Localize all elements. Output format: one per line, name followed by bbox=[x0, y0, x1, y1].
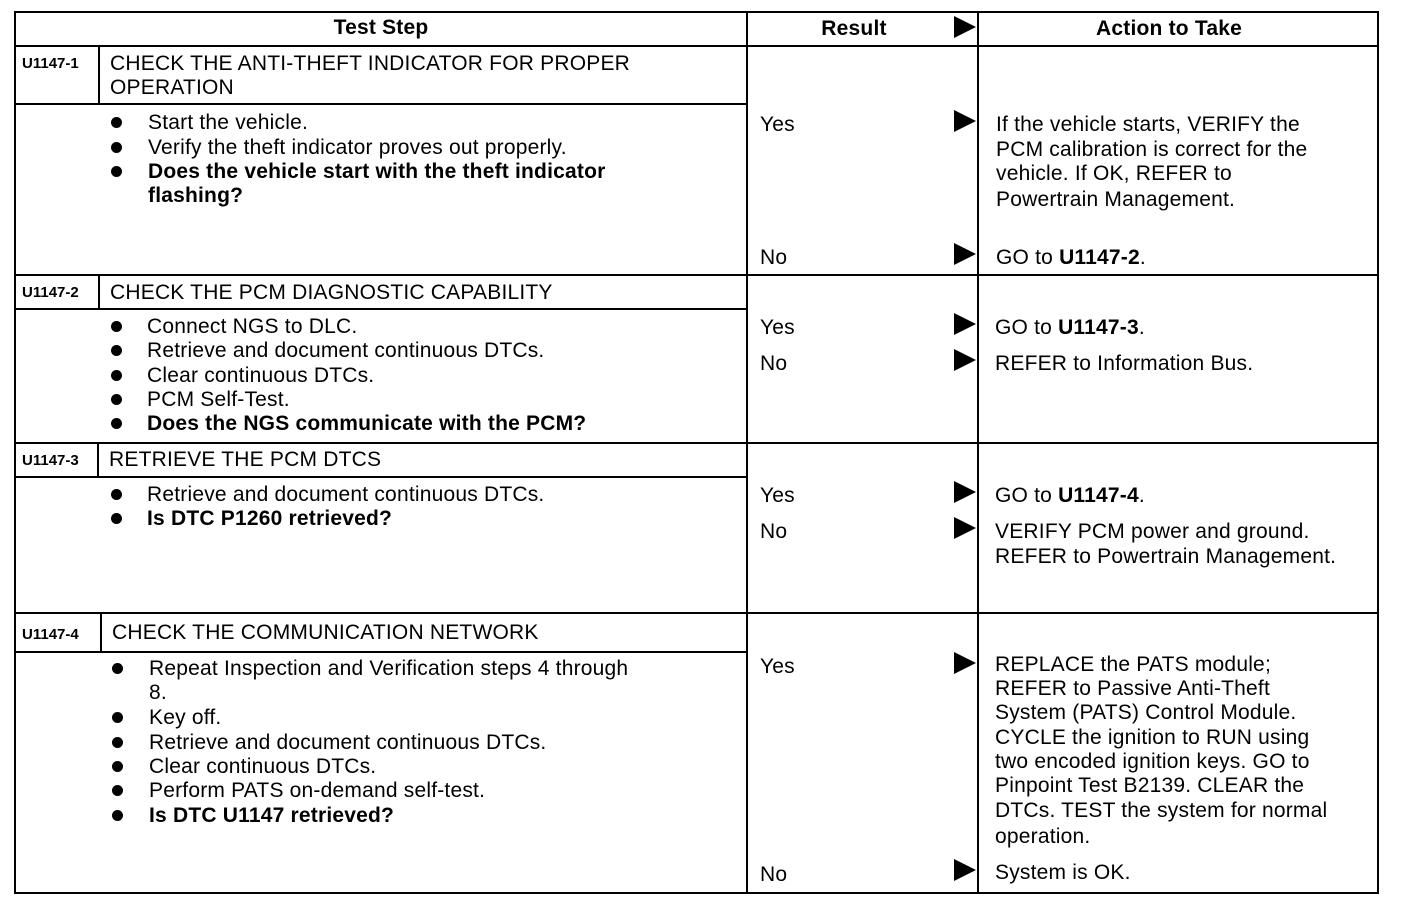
bullet-icon bbox=[112, 663, 123, 674]
step-bullet-text: Perform PATS on-demand self-test. bbox=[149, 779, 486, 802]
result-arrow-icon bbox=[954, 243, 976, 265]
bullet-icon bbox=[111, 321, 122, 332]
step-bullet-text: Start the vehicle. bbox=[148, 111, 309, 134]
bullet-icon bbox=[111, 142, 122, 153]
step-title-underline bbox=[14, 651, 748, 653]
step-bullet-text: Retrieve and document continuous DTCs. bbox=[149, 731, 547, 754]
step-title-underline bbox=[14, 476, 748, 478]
step-bullet-text: Retrieve and document continuous DTCs. bbox=[147, 483, 545, 506]
result-arrow-icon bbox=[954, 481, 976, 503]
result-yes: Yes bbox=[760, 316, 795, 339]
step-code-divider bbox=[98, 45, 100, 104]
step-question-text: Is DTC P1260 retrieved? bbox=[147, 507, 393, 530]
step-code-divider bbox=[98, 274, 100, 309]
bullet-icon bbox=[111, 418, 122, 429]
step-bullet-text: Clear continuous DTCs. bbox=[149, 755, 377, 778]
row-separator bbox=[14, 442, 1379, 444]
bullet-icon bbox=[111, 489, 122, 500]
header-bottom-border bbox=[14, 45, 1379, 47]
result-yes: Yes bbox=[760, 113, 795, 136]
step-bullet-text: 8. bbox=[149, 681, 167, 704]
bullet-icon bbox=[111, 370, 122, 381]
bullet-icon bbox=[112, 737, 123, 748]
step-question-text: Does the vehicle start with the theft indicator bbox=[148, 160, 606, 183]
action-line: REFER to Information Bus. bbox=[995, 352, 1254, 375]
action-line: System is OK. bbox=[995, 861, 1131, 884]
action-line: operation. bbox=[995, 825, 1091, 848]
action-line: PCM calibration is correct for the bbox=[996, 138, 1308, 161]
action-goto: GO to U1147-2. bbox=[996, 246, 1146, 269]
step-title-line: CHECK THE PCM DIAGNOSTIC CAPABILITY bbox=[110, 281, 553, 304]
result-arrow-icon bbox=[954, 313, 976, 335]
result-yes: Yes bbox=[760, 655, 795, 678]
step-bullet-text: Connect NGS to DLC. bbox=[147, 315, 358, 338]
step-title-line: CHECK THE ANTI-THEFT INDICATOR FOR PROPER bbox=[110, 52, 631, 75]
result-arrow-icon bbox=[954, 859, 976, 881]
row-separator bbox=[14, 274, 1379, 276]
step-question-text: Is DTC U1147 retrieved? bbox=[149, 804, 395, 827]
step-code: U1147-1 bbox=[22, 55, 79, 72]
step-code-divider bbox=[97, 442, 99, 477]
action-line: DTCs. TEST the system for normal bbox=[995, 799, 1328, 822]
step-bullet-text: Retrieve and document continuous DTCs. bbox=[147, 339, 545, 362]
bullet-icon bbox=[112, 785, 123, 796]
row-separator bbox=[14, 612, 1379, 614]
bullet-icon bbox=[111, 117, 122, 128]
step-code-divider bbox=[100, 612, 102, 652]
result-arrow-icon bbox=[954, 349, 976, 371]
column-divider-result bbox=[746, 11, 748, 894]
step-title-underline bbox=[14, 103, 748, 105]
action-line: Powertrain Management. bbox=[996, 188, 1236, 211]
action-line: two encoded ignition keys. GO to bbox=[995, 750, 1310, 773]
action-line: Pinpoint Test B2139. CLEAR the bbox=[995, 774, 1305, 797]
step-code: U1147-4 bbox=[22, 626, 79, 643]
step-question-text: Does the NGS communicate with the PCM? bbox=[147, 412, 587, 435]
step-title-line: OPERATION bbox=[110, 76, 234, 99]
step-bullet-text: Key off. bbox=[149, 706, 222, 729]
step-title-line: CHECK THE COMMUNICATION NETWORK bbox=[112, 621, 539, 644]
bullet-icon bbox=[111, 513, 122, 524]
bullet-icon bbox=[111, 345, 122, 356]
header-result: Result bbox=[821, 17, 887, 40]
action-goto: GO to U1147-3. bbox=[995, 316, 1145, 339]
action-line: REFER to Powertrain Management. bbox=[995, 545, 1337, 568]
action-line: REPLACE the PATS module; bbox=[995, 653, 1271, 676]
bullet-icon bbox=[112, 810, 123, 821]
result-no: No bbox=[760, 352, 788, 375]
step-title-line: RETRIEVE THE PCM DTCS bbox=[109, 448, 382, 471]
column-divider-action bbox=[977, 11, 979, 894]
step-bullet-text: Verify the theft indicator proves out properly. bbox=[148, 136, 567, 159]
result-arrow-icon bbox=[954, 652, 976, 674]
step-code: U1147-3 bbox=[22, 452, 79, 469]
action-line: VERIFY PCM power and ground. bbox=[995, 520, 1310, 543]
action-goto: GO to U1147-4. bbox=[995, 484, 1145, 507]
header-arrow-icon bbox=[954, 16, 976, 38]
step-question-text: flashing? bbox=[148, 184, 244, 207]
header-test-step: Test Step bbox=[333, 16, 429, 39]
table-right-border bbox=[1377, 11, 1379, 894]
step-title-underline bbox=[14, 308, 748, 310]
result-no: No bbox=[760, 246, 788, 269]
step-bullet-text: Repeat Inspection and Verification steps 4 through bbox=[149, 657, 629, 680]
step-code: U1147-2 bbox=[22, 284, 79, 301]
table-left-border bbox=[14, 11, 16, 894]
step-bullet-text: PCM Self-Test. bbox=[147, 388, 290, 411]
result-arrow-icon bbox=[954, 517, 976, 539]
table-top-border bbox=[14, 11, 1379, 13]
step-bullet-text: Clear continuous DTCs. bbox=[147, 364, 375, 387]
result-no: No bbox=[760, 520, 788, 543]
table-bottom-border bbox=[14, 892, 1379, 894]
header-action: Action to Take bbox=[1096, 17, 1242, 40]
bullet-icon bbox=[112, 761, 123, 772]
action-line: vehicle. If OK, REFER to bbox=[996, 162, 1232, 185]
bullet-icon bbox=[111, 394, 122, 405]
action-line: REFER to Passive Anti-Theft bbox=[995, 677, 1270, 700]
result-no: No bbox=[760, 863, 788, 886]
bullet-icon bbox=[112, 712, 123, 723]
action-line: If the vehicle starts, VERIFY the bbox=[996, 113, 1300, 136]
action-line: System (PATS) Control Module. bbox=[995, 701, 1297, 724]
bullet-icon bbox=[111, 166, 122, 177]
action-line: CYCLE the ignition to RUN using bbox=[995, 726, 1310, 749]
result-arrow-icon bbox=[954, 110, 976, 132]
result-yes: Yes bbox=[760, 484, 795, 507]
